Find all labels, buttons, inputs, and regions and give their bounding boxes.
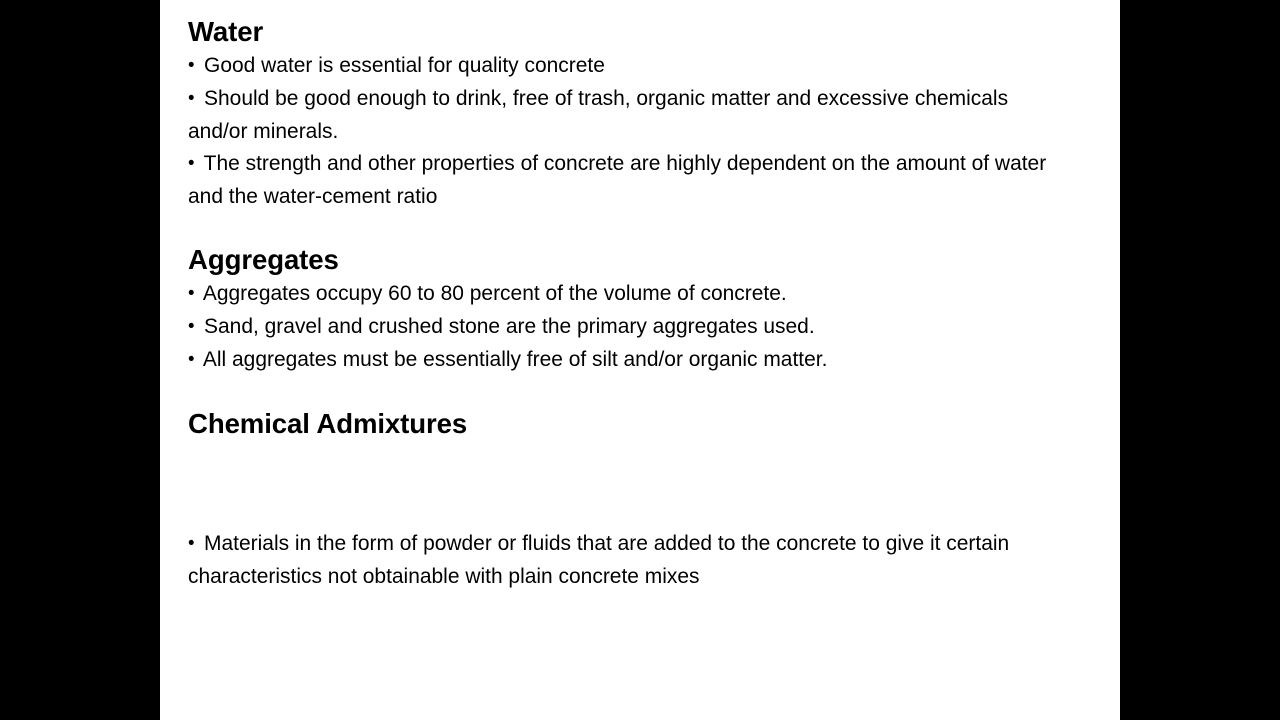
bullet-list-water: [188, 49, 1094, 212]
bullet-list-aggregates: [188, 277, 1094, 376]
section-aggregates: [188, 244, 1094, 376]
letterbox-right-bar: [1120, 0, 1280, 720]
bullet-point-icon: •: [188, 88, 199, 109]
bullet-item: [188, 310, 1071, 343]
bullet-text: The strength and other properties of concrete are highly dependent on the amount of water and the water-cement ratio: [188, 151, 1047, 208]
bullet-item: [188, 147, 1071, 212]
bullet-point-icon: •: [188, 55, 199, 76]
section-heading-water: Water: [188, 16, 264, 47]
section-spacer: [188, 376, 1094, 408]
bullet-text: All aggregates must be essentially free of silt and/or organic matter.: [202, 347, 828, 371]
bullet-item: [188, 343, 1071, 376]
bullet-text: Materials in the form of powder or fluids that are added to the concrete to give it certain characteristics not obtainable with plain concrete mixes: [188, 531, 1010, 588]
bullet-point-icon: •: [188, 153, 199, 174]
heading-body-spacer: [188, 441, 1094, 527]
slide-canvas: [160, 0, 1120, 720]
section-spacer: [188, 212, 1094, 244]
section-heading-chemical-admixtures: Chemical Admixtures: [188, 408, 468, 439]
section-heading-aggregates: Aggregates: [188, 244, 339, 275]
letterbox-left-bar: [0, 0, 160, 720]
section-water: [188, 16, 1094, 212]
bullet-text: Should be good enough to drink, free of trash, organic matter and excessive chemicals and/or minerals.: [188, 86, 1009, 143]
bullet-item: [188, 82, 1071, 147]
bullet-item: [188, 49, 1071, 82]
slide-content: [188, 0, 1094, 592]
bullet-item: [188, 277, 1071, 310]
section-chemical-admixtures: [188, 408, 1094, 592]
bullet-point-icon: •: [188, 283, 199, 304]
bullet-text: Good water is essential for quality concrete: [204, 53, 605, 77]
bullet-text: Aggregates occupy 60 to 80 percent of the volume of concrete.: [202, 281, 787, 305]
bullet-text: Sand, gravel and crushed stone are the primary aggregates used.: [204, 314, 815, 338]
bullet-item: [188, 527, 1071, 592]
bullet-point-icon: •: [188, 533, 199, 554]
bullet-point-icon: •: [188, 349, 199, 370]
bullet-point-icon: •: [188, 316, 199, 337]
bullet-list-chemical-admixtures: [188, 527, 1094, 592]
